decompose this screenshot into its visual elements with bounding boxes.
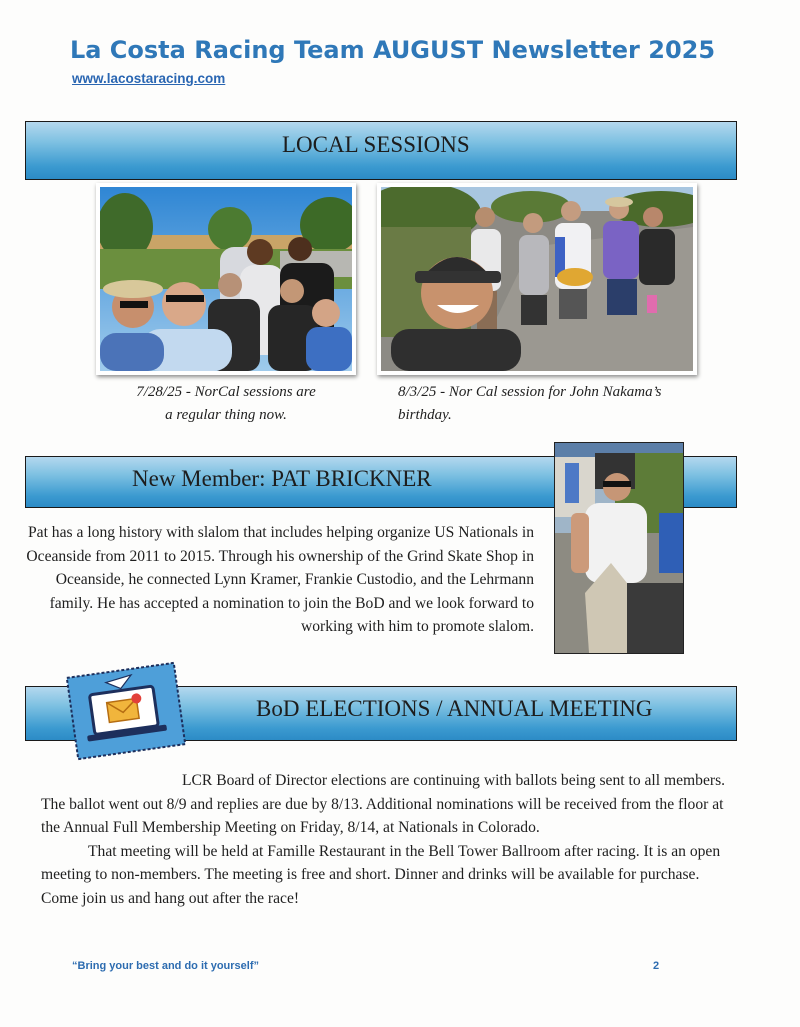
paragraph-line: That meeting will be held at Famille Restaurant in the Bell Tower Ballroom after racing. It is an open (88, 842, 721, 860)
paragraph-line: working with him to promote slalom. (300, 618, 534, 635)
newsletter-title: La Costa Racing Team AUGUST Newsletter 2025 (69, 36, 716, 64)
paragraph-line: family. He has accepted a nomination to join the BoD and we look forward to (49, 594, 534, 612)
paragraph-line: Come join us and hang out after the race! (41, 889, 300, 907)
paragraph-line: Oceanside, he connected Lynn Kramer, Frankie Custodio, and the Lehrmann (55, 571, 534, 588)
paragraph-line: The ballot went out 8/9 and replies are due by 8/13. Additional nominations will be received from the floor at (41, 795, 724, 813)
paragraph-line: meeting to non-members. The meeting is free and short. Dinner and drinks will be available for purchase. (41, 866, 700, 883)
new-member-heading: New Member: PAT BRICKNER (132, 466, 432, 491)
elections-paragraph (41, 769, 761, 910)
caption-line: 7/28/25 - NorCal sessions are (136, 384, 316, 400)
photo-2-caption (398, 381, 698, 427)
paragraph-line: LCR Board of Director elections are continuing with ballots being sent to all members. (182, 772, 726, 789)
footer-quote: “Bring your best and do it yourself” (72, 960, 260, 972)
page-number: 2 (653, 960, 660, 972)
website-link[interactable]: www.lacostaracing.com (72, 71, 226, 86)
norcal-session-photo-2 (377, 183, 697, 375)
paragraph-line: Oceanside from 2011 to 2015. Through his ownership of the Grind Skate Shop in (26, 547, 534, 565)
local-sessions-heading: LOCAL SESSIONS (282, 132, 470, 157)
caption-line: a regular thing now. (165, 407, 287, 423)
pat-brickner-photo (554, 442, 684, 654)
elections-heading: BoD ELECTIONS / ANNUAL MEETING (256, 696, 653, 721)
email-laptop-icon (65, 661, 188, 762)
photo-1-caption (96, 381, 356, 427)
paragraph-line: Pat has a long history with slalom that includes helping organize US Nationals in (27, 524, 534, 541)
new-member-paragraph (18, 521, 534, 639)
caption-line: birthday. (398, 407, 452, 423)
caption-line: 8/3/25 - Nor Cal session for John Nakama’s (398, 384, 662, 400)
local-sessions-banner (25, 121, 737, 180)
norcal-session-photo-1 (96, 183, 356, 375)
paragraph-line: the Annual Full Membership Meeting on Friday, 8/14, at Nationals in Colorado. (41, 819, 540, 836)
